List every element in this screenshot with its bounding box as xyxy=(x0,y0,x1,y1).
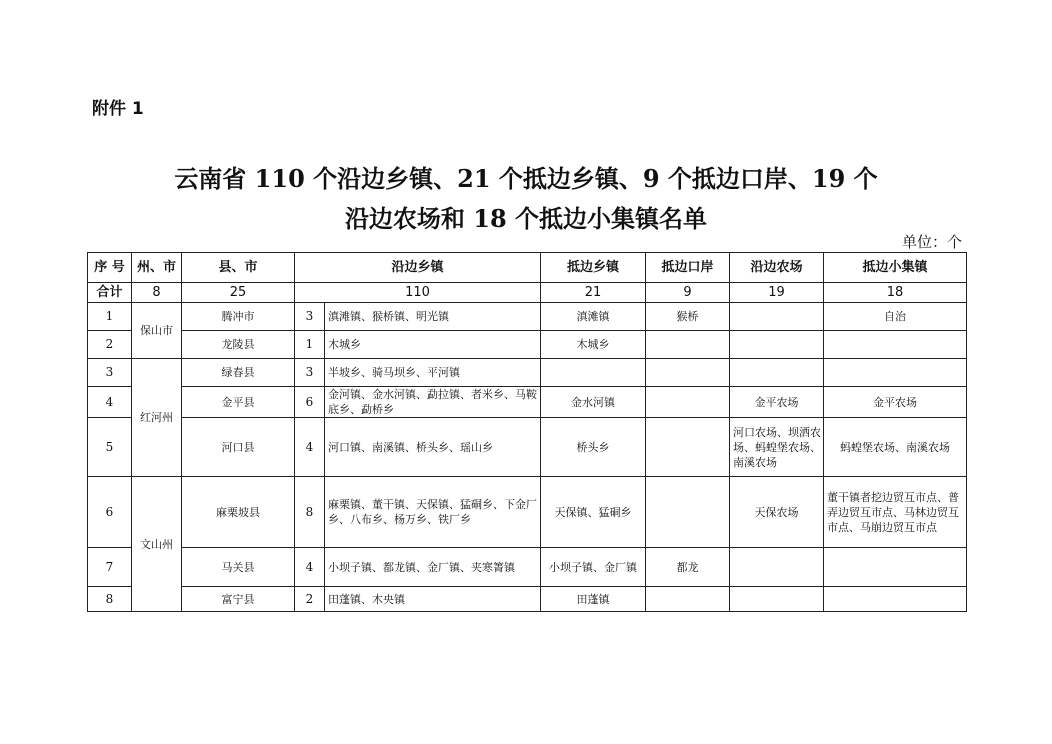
row-ports xyxy=(646,387,730,418)
table-row xyxy=(88,548,967,587)
table-row xyxy=(88,359,967,387)
row-county: 麻栗坡县 xyxy=(182,477,295,548)
row-small-towns xyxy=(824,331,967,359)
row-count: 3 xyxy=(295,359,325,387)
table-row xyxy=(88,387,967,418)
unit-label: 单位：个 xyxy=(901,233,962,251)
document-title-line2: 沿边农场和 18 个抵边小集镇名单 xyxy=(344,204,708,233)
total-border-towns: 110 xyxy=(295,283,541,303)
row-count: 1 xyxy=(295,331,325,359)
header-seq: 序 号 xyxy=(88,253,132,283)
row-small-towns: 自治 xyxy=(824,303,967,331)
row-ports: 都龙 xyxy=(646,548,730,587)
total-prefecture: 8 xyxy=(132,283,182,303)
header-farms: 沿边农场 xyxy=(730,253,824,283)
row-county: 富宁县 xyxy=(182,587,295,612)
row-farms xyxy=(730,331,824,359)
border-towns-table xyxy=(87,252,967,612)
header-small-towns: 抵边小集镇 xyxy=(824,253,967,283)
row-farms: 河口农场、坝洒农场、蚂蝗堡农场、南溪农场 xyxy=(730,418,824,477)
row-county: 金平县 xyxy=(182,387,295,418)
table-row xyxy=(88,303,967,331)
row-ports xyxy=(646,587,730,612)
header-adjacent-towns: 抵边乡镇 xyxy=(541,253,646,283)
row-seq: 5 xyxy=(88,418,132,477)
row-border-towns: 半坡乡、骑马坝乡、平河镇 xyxy=(325,359,541,387)
attachment-label: 附件 1 xyxy=(92,99,144,119)
row-ports xyxy=(646,418,730,477)
row-county: 腾冲市 xyxy=(182,303,295,331)
row-small-towns: 董干镇者挖边贸互市点、普弄边贸互市点、马林边贸互市点、马崩边贸互市点 xyxy=(824,477,967,548)
document-title-line1: 云南省 110 个沿边乡镇、21 个抵边乡镇、9 个抵边口岸、19 个 xyxy=(174,164,878,193)
row-seq: 3 xyxy=(88,359,132,387)
row-border-towns: 小坝子镇、都龙镇、金厂镇、夹寒箐镇 xyxy=(325,548,541,587)
row-adjacent-towns xyxy=(541,359,646,387)
row-ports: 猴桥 xyxy=(646,303,730,331)
row-farms xyxy=(730,548,824,587)
table-total-row xyxy=(88,283,967,303)
row-adjacent-towns: 天保镇、猛硐乡 xyxy=(541,477,646,548)
row-farms xyxy=(730,303,824,331)
header-border-towns: 沿边乡镇 xyxy=(295,253,541,283)
header-ports: 抵边口岸 xyxy=(646,253,730,283)
row-border-towns: 金河镇、金水河镇、勐拉镇、者米乡、马鞍底乡、勐桥乡 xyxy=(325,387,541,418)
row-border-towns: 田蓬镇、木央镇 xyxy=(325,587,541,612)
row-adjacent-towns: 桥头乡 xyxy=(541,418,646,477)
table-row xyxy=(88,418,967,477)
row-small-towns xyxy=(824,587,967,612)
row-count: 2 xyxy=(295,587,325,612)
row-border-towns: 河口镇、南溪镇、桥头乡、瑶山乡 xyxy=(325,418,541,477)
row-border-towns: 麻栗镇、董干镇、天保镇、猛硐乡、下金厂乡、八布乡、杨万乡、铁厂乡 xyxy=(325,477,541,548)
row-small-towns xyxy=(824,548,967,587)
row-farms xyxy=(730,359,824,387)
header-prefecture: 州、市 xyxy=(132,253,182,283)
row-ports xyxy=(646,331,730,359)
row-farms: 金平农场 xyxy=(730,387,824,418)
row-count: 3 xyxy=(295,303,325,331)
header-county: 县、市 xyxy=(182,253,295,283)
total-small-towns: 18 xyxy=(824,283,967,303)
table-row xyxy=(88,587,967,612)
row-count: 8 xyxy=(295,477,325,548)
row-seq: 8 xyxy=(88,587,132,612)
row-count: 4 xyxy=(295,548,325,587)
row-adjacent-towns: 滇滩镇 xyxy=(541,303,646,331)
prefecture-cell: 文山州 xyxy=(132,477,182,612)
row-adjacent-towns: 木城乡 xyxy=(541,331,646,359)
table-row xyxy=(88,331,967,359)
row-county: 龙陵县 xyxy=(182,331,295,359)
row-seq: 4 xyxy=(88,387,132,418)
prefecture-cell: 红河州 xyxy=(132,359,182,477)
prefecture-cell: 保山市 xyxy=(132,303,182,359)
row-ports xyxy=(646,359,730,387)
row-adjacent-towns: 金水河镇 xyxy=(541,387,646,418)
row-small-towns: 蚂蝗堡农场、南溪农场 xyxy=(824,418,967,477)
row-count: 4 xyxy=(295,418,325,477)
row-county: 河口县 xyxy=(182,418,295,477)
row-seq: 1 xyxy=(88,303,132,331)
row-adjacent-towns: 小坝子镇、金厂镇 xyxy=(541,548,646,587)
row-border-towns: 木城乡 xyxy=(325,331,541,359)
row-county: 马关县 xyxy=(182,548,295,587)
table-header-row xyxy=(88,253,967,283)
row-seq: 2 xyxy=(88,331,132,359)
total-farms: 19 xyxy=(730,283,824,303)
row-farms xyxy=(730,587,824,612)
total-label: 合计 xyxy=(88,283,132,303)
row-adjacent-towns: 田蓬镇 xyxy=(541,587,646,612)
row-count: 6 xyxy=(295,387,325,418)
row-ports xyxy=(646,477,730,548)
row-seq: 6 xyxy=(88,477,132,548)
total-county: 25 xyxy=(182,283,295,303)
row-farms: 天保农场 xyxy=(730,477,824,548)
total-ports: 9 xyxy=(646,283,730,303)
total-adjacent-towns: 21 xyxy=(541,283,646,303)
row-border-towns: 滇滩镇、猴桥镇、明光镇 xyxy=(325,303,541,331)
row-small-towns: 金平农场 xyxy=(824,387,967,418)
table-row xyxy=(88,477,967,548)
row-county: 绿春县 xyxy=(182,359,295,387)
row-seq: 7 xyxy=(88,548,132,587)
row-small-towns xyxy=(824,359,967,387)
